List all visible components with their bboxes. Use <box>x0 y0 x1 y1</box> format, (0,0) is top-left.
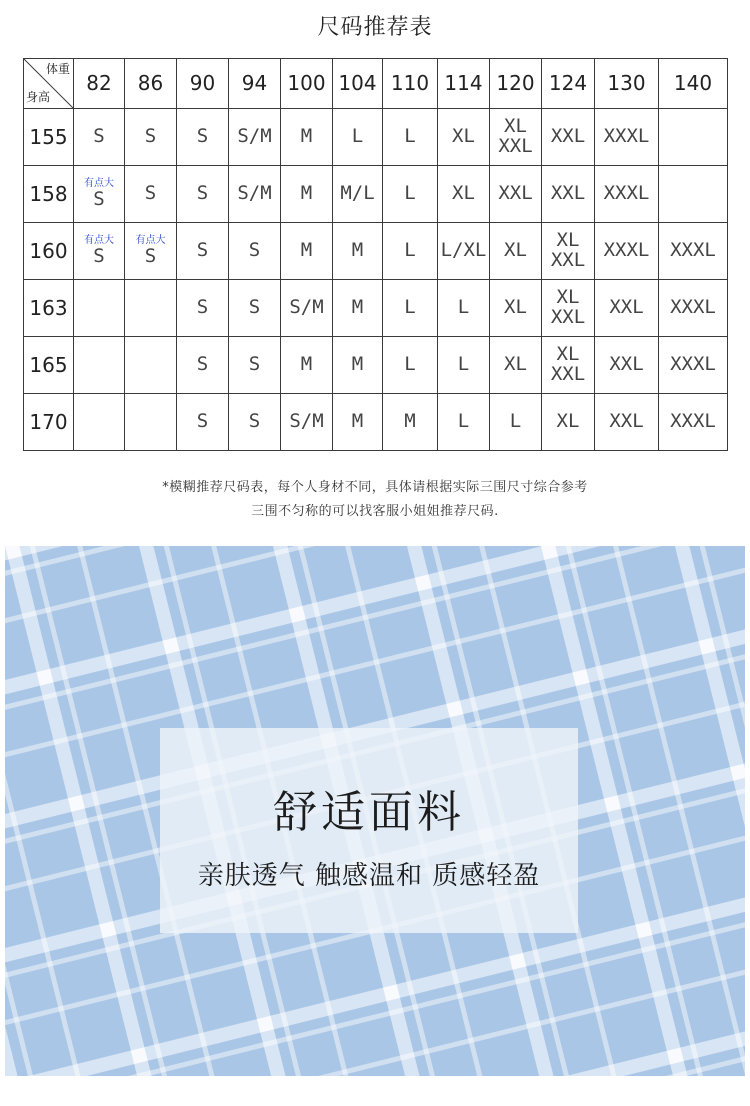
size-cell <box>438 394 490 451</box>
size-cell <box>333 337 383 394</box>
size-value: S <box>93 187 105 210</box>
size-value: S/M <box>237 125 272 148</box>
size-value: M <box>300 353 313 376</box>
size-value: M <box>351 296 364 319</box>
size-value: XXXL <box>670 296 716 319</box>
size-cell <box>659 223 728 280</box>
size-cell <box>595 280 659 337</box>
size-cell <box>281 109 333 166</box>
size-value: M <box>351 410 364 433</box>
size-value: XXL <box>550 306 586 328</box>
height-cell: 160 <box>24 223 74 280</box>
weight-header-cell: 94 <box>229 59 281 109</box>
size-cell <box>125 337 177 394</box>
table-row <box>24 166 728 223</box>
height-cell: 155 <box>24 109 74 166</box>
size-note: 有点大 <box>84 234 114 246</box>
size-value: M <box>300 239 313 262</box>
size-cell <box>490 394 542 451</box>
size-value: L <box>351 125 364 148</box>
size-value: L <box>404 125 416 148</box>
size-value: S <box>196 125 209 148</box>
size-cell <box>383 280 438 337</box>
size-cell <box>659 337 728 394</box>
size-value: XXXL <box>670 410 716 433</box>
size-cell <box>333 223 383 280</box>
size-value: L <box>457 353 470 376</box>
size-cell <box>74 109 125 166</box>
size-value: XXL <box>609 296 644 319</box>
size-cell <box>74 223 125 280</box>
size-value: L <box>404 353 416 376</box>
size-cell <box>229 223 281 280</box>
size-value: XL <box>556 229 580 252</box>
size-value: XL <box>556 286 580 309</box>
size-value: XXXL <box>603 239 650 262</box>
size-cell <box>229 166 281 223</box>
size-value: S <box>248 296 261 319</box>
size-cell <box>74 337 125 394</box>
weight-header-cell: 110 <box>383 59 438 109</box>
fabric-image <box>5 546 745 1076</box>
table-row <box>24 109 728 166</box>
size-cell <box>438 223 490 280</box>
size-value: S <box>196 296 209 319</box>
size-cell <box>125 280 177 337</box>
size-cell <box>438 280 490 337</box>
height-cell: 163 <box>24 280 74 337</box>
size-cell <box>125 109 177 166</box>
height-cell: 158 <box>24 166 74 223</box>
corner-cell <box>24 59 74 109</box>
size-value: XXL <box>550 182 586 205</box>
size-value: M <box>300 125 313 148</box>
size-cell <box>659 394 728 451</box>
size-value: L <box>457 296 470 319</box>
size-cell <box>177 109 229 166</box>
size-cell <box>177 337 229 394</box>
weight-header-row <box>24 59 728 109</box>
size-cell <box>490 223 542 280</box>
table-row <box>24 394 728 451</box>
size-value: S <box>144 244 157 267</box>
size-note: 有点大 <box>135 234 166 246</box>
table-row <box>24 280 728 337</box>
size-table <box>23 58 728 451</box>
size-cell <box>229 280 281 337</box>
corner-height-label: 身高 <box>26 90 51 105</box>
size-cell <box>438 337 490 394</box>
size-value: M/L <box>340 182 375 205</box>
weight-header-cell: 104 <box>333 59 383 109</box>
size-cell <box>74 166 125 223</box>
size-value: L <box>457 410 470 433</box>
size-value: XXXL <box>603 182 650 205</box>
size-value: XL <box>452 125 475 148</box>
size-cell <box>229 394 281 451</box>
size-cell <box>542 280 595 337</box>
size-cell <box>542 394 595 451</box>
weight-header-cell: 114 <box>438 59 490 109</box>
size-value: L <box>404 182 416 205</box>
size-cell <box>125 166 177 223</box>
size-value: XL <box>504 115 527 138</box>
size-cell <box>383 223 438 280</box>
size-cell <box>177 223 229 280</box>
page-title: 尺码推荐表 <box>317 15 433 40</box>
size-cell <box>281 337 333 394</box>
size-value: L <box>404 239 416 262</box>
size-value: S/M <box>289 410 324 433</box>
size-cell <box>333 109 383 166</box>
caption-subtitle: 亲肤透气 触感温和 质感轻盈 <box>197 861 541 891</box>
size-value: L <box>509 410 522 433</box>
size-cell <box>125 394 177 451</box>
weight-header-cell: 130 <box>595 59 659 109</box>
size-value: XL <box>452 182 475 205</box>
height-cell: 170 <box>24 394 74 451</box>
weight-header-cell: 82 <box>74 59 125 109</box>
weight-header-cell: 86 <box>125 59 177 109</box>
size-cell <box>229 109 281 166</box>
size-cell <box>542 166 595 223</box>
footnote-line-2: 三围不匀称的可以找客服小姐姐推荐尺码. <box>251 504 499 519</box>
size-value: S <box>93 244 105 267</box>
size-cell <box>490 280 542 337</box>
size-value: XXXL <box>670 239 716 262</box>
size-cell <box>383 394 438 451</box>
size-cell <box>281 223 333 280</box>
size-cell <box>490 109 542 166</box>
size-value: M <box>300 182 313 205</box>
size-cell <box>281 166 333 223</box>
size-cell <box>74 280 125 337</box>
size-cell <box>490 166 542 223</box>
size-cell <box>177 166 229 223</box>
fabric-caption-box <box>160 728 578 933</box>
size-value: S <box>196 410 209 433</box>
size-cell <box>74 394 125 451</box>
size-cell <box>490 337 542 394</box>
size-cell <box>281 280 333 337</box>
table-row <box>24 337 728 394</box>
size-value: XXL <box>550 249 586 271</box>
size-cell <box>333 394 383 451</box>
size-value: S <box>248 239 261 262</box>
size-value: XXXL <box>670 353 716 376</box>
size-value: L/XL <box>440 239 487 262</box>
size-cell <box>125 223 177 280</box>
size-cell <box>595 166 659 223</box>
size-value: XL <box>504 239 527 262</box>
size-value: M <box>351 353 364 376</box>
weight-header-cell: 120 <box>490 59 542 109</box>
size-value: L <box>404 296 416 319</box>
size-cell <box>383 109 438 166</box>
size-value: S/M <box>289 296 324 319</box>
size-cell <box>595 394 659 451</box>
size-value: S <box>248 410 261 433</box>
weight-header-cell: 124 <box>542 59 595 109</box>
size-cell <box>333 166 383 223</box>
size-value: XXL <box>550 125 586 148</box>
footnote-line-1: *模糊推荐尺码表，每个人身材不同，具体请根据实际三围尺寸综合参考 <box>162 480 588 495</box>
size-cell <box>542 337 595 394</box>
size-value: XXXL <box>603 125 650 148</box>
size-value: XXL <box>609 410 644 433</box>
size-note: 有点大 <box>84 177 114 189</box>
size-cell <box>383 337 438 394</box>
size-value: XXL <box>498 135 533 157</box>
size-cell <box>595 109 659 166</box>
weight-header-cell: 140 <box>659 59 728 109</box>
size-value: XL <box>504 353 527 376</box>
size-value: XXL <box>609 353 644 376</box>
size-value: XL <box>556 343 580 366</box>
table-row <box>24 223 728 280</box>
size-cell <box>177 280 229 337</box>
size-cell <box>438 109 490 166</box>
size-cell <box>595 337 659 394</box>
size-value: S <box>144 182 157 205</box>
size-cell <box>438 166 490 223</box>
size-value: M <box>351 239 364 262</box>
size-value: XL <box>504 296 527 319</box>
size-value: S <box>196 182 209 205</box>
size-value: S <box>248 353 261 376</box>
size-cell <box>542 109 595 166</box>
size-value: S/M <box>237 182 272 205</box>
size-cell <box>229 337 281 394</box>
size-value: S <box>196 353 209 376</box>
size-cell <box>177 394 229 451</box>
size-cell <box>383 166 438 223</box>
corner-weight-label: 体重 <box>45 62 70 76</box>
size-value: XXL <box>498 182 533 205</box>
size-cell <box>659 166 728 223</box>
size-value: XL <box>556 410 580 433</box>
size-value: S <box>93 125 105 148</box>
size-cell <box>595 223 659 280</box>
size-value: M <box>404 410 416 433</box>
weight-header-cell: 100 <box>281 59 333 109</box>
caption-title: 舒适面料 <box>273 787 465 838</box>
size-value: S <box>196 239 209 262</box>
size-cell <box>333 280 383 337</box>
height-cell: 165 <box>24 337 74 394</box>
size-cell <box>542 223 595 280</box>
size-cell <box>659 109 728 166</box>
size-cell <box>281 394 333 451</box>
size-value: XXL <box>550 363 586 385</box>
weight-header-cell: 90 <box>177 59 229 109</box>
size-cell <box>659 280 728 337</box>
size-value: S <box>144 125 157 148</box>
